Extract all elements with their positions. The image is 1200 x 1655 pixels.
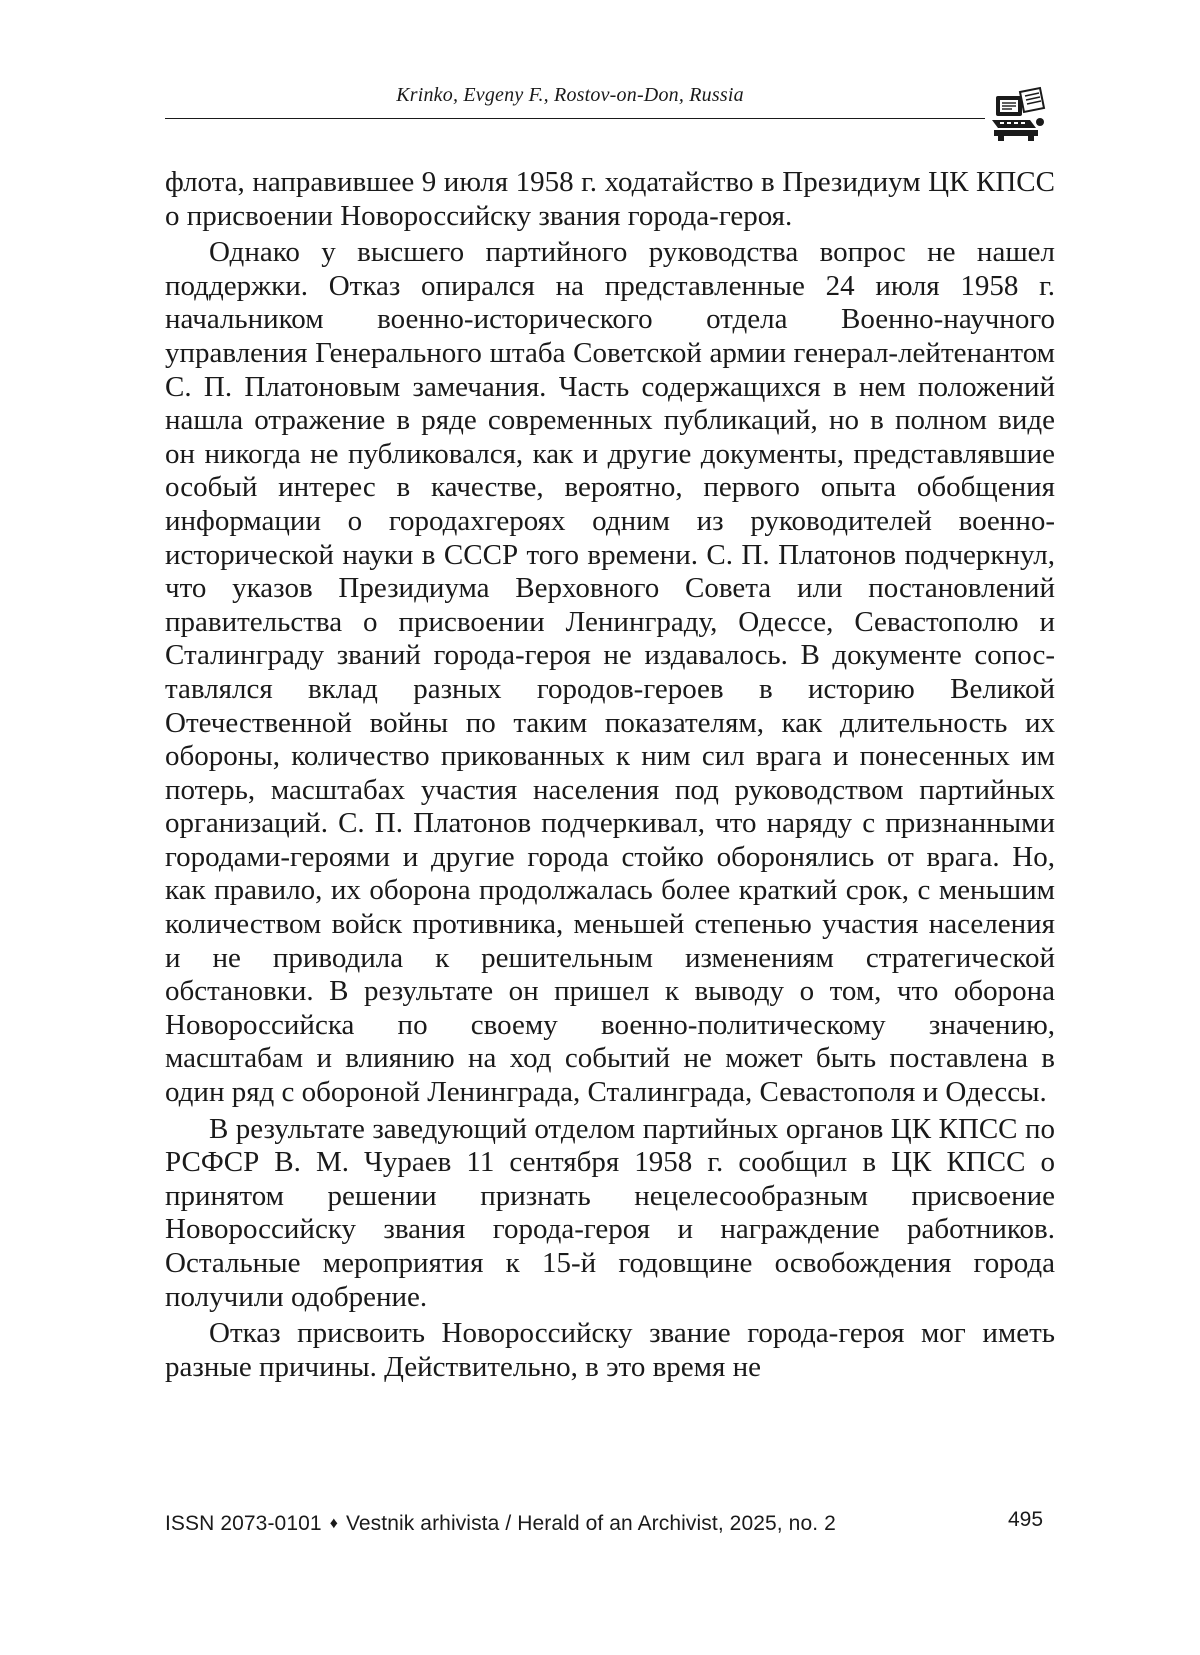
article-body bbox=[165, 166, 1055, 1384]
running-head: Krinko, Evgeny F., Rostov-on-Don, Russia bbox=[396, 84, 744, 106]
paragraph-2: Однако у высшего партийного руководства вопрос не нашел поддержки. Отказ опирался на представленные 24 июля 1958 г. начальником военно-исторического отдела Военно-научного управления Генерального штаба Советской армии генерал-лейтенантом С. П. Платоновым замечания. Часть содержащихся в нем положений нашла отражение в ряде современных публикаций, но в полном виде он никогда не публиковался, как и другие документы, представлявшие особый интерес в качестве, вероятно, первого опыта обобщения информации о городахгероях одним из руководителей военно-исторической науки в СССР того времени. С. П. Платонов подчеркнул, что указов Президиума Верховного Совета или постановлений правительства о присвоении Ленинграду, Одессе, Севастополю и Сталинграду званий города-героя не издавалось. В документе сопоставлялся вклад разных городов-героев в историю Великой Отечественной войны по таким показателям, как длительность их обороны, количество прикованных к ним сил врага и понесенных им потерь, масштабах участия населения под руководством партийных организаций. С. П. Платонов подчеркивал, что наряду с признанными городами-героями и другие города стойко оборонялись от врага. Но, как правило, их оборона продолжалась более краткий срок, с меньшим количеством войск противника, меньшей степенью участия населения и не приводила к решительным изменениям стратегической обстановки. В результате он пришел к выводу о том, что оборона Новороссийска по своему военно-политическому значению, масштабам и влиянию на ход событий не может быть поставлена в один ряд с обороной Ленинграда, Сталинграда, Севастополя и Одессы. bbox=[165, 236, 1055, 1109]
page-number: 495 bbox=[1008, 1508, 1044, 1531]
archivist-desk-icon bbox=[990, 86, 1048, 142]
paragraph-4: Отказ присвоить Новороссийску звание города-героя мог иметь разные причины. Действительно, в это время не bbox=[165, 1317, 1055, 1383]
footer-citation bbox=[165, 1512, 836, 1536]
paragraph-3: В результате заведующий отделом партийных органов ЦК КПСС по РСФСР В. М. Чураев 11 сентября 1958 г. сообщил в ЦК КПСС о принятом решении признать нецелесообразным присвоение Новороссийску звания города-героя и награждение работников. Остальные мероприятия к 15-й годовщине освобождения города получили одобрение. bbox=[165, 1112, 1055, 1313]
footer-issn: ISSN 2073-0101 bbox=[165, 1512, 322, 1535]
header-rule bbox=[165, 118, 985, 119]
diamond-separator-icon: ♦ bbox=[329, 1515, 338, 1532]
footer-journal: Vestnik arhivista / Herald of an Archivist, 2025, no. 2 bbox=[345, 1512, 836, 1535]
paragraph-1: флота, направившее 9 июля 1958 г. ходатайство в Президиум ЦК КПСС о присвоении Новороссийску звания города-героя. bbox=[165, 166, 1055, 232]
